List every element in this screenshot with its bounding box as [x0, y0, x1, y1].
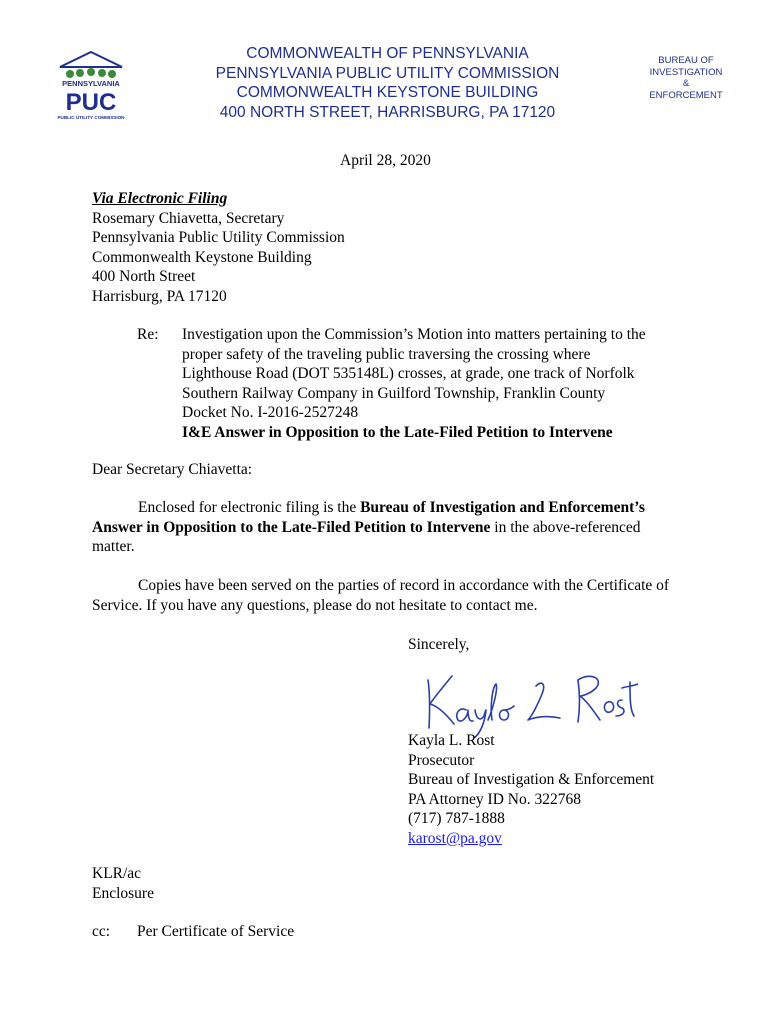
- closing: Sincerely,: [408, 636, 470, 653]
- delivery-method: Via Electronic Filing: [92, 190, 228, 207]
- paragraph-bold-text: Bureau of Investigation and Enforcement’s Answer in Opposition to the Late-Filed Petition to Intervene: [92, 499, 645, 536]
- letterhead-line: PENNSYLVANIA PUBLIC UTILITY COMMISSION: [215, 64, 560, 82]
- address-line: Rosemary Chiavetta, Secretary: [92, 209, 285, 227]
- paragraph-text: in the above-referenced matter.: [92, 518, 641, 555]
- letterhead-address: [190, 44, 585, 122]
- signature-block: [408, 731, 654, 848]
- re-line: Southern Railway Company in Guilford Township, Franklin County: [182, 384, 606, 402]
- bureau-line: &: [682, 78, 690, 90]
- cc-value: Per Certificate of Service: [137, 923, 295, 940]
- letter-date: April 28, 2020: [340, 152, 431, 169]
- puc-logo-icon: [56, 50, 126, 122]
- svg-text:PENNSYLVANIA: PENNSYLVANIA: [62, 79, 120, 88]
- docket-number: Docket No. I-2016-2527248: [182, 404, 359, 421]
- address-line: Harrisburg, PA 17120: [92, 287, 227, 305]
- cc-label: cc:: [92, 923, 111, 940]
- re-subject: [182, 325, 646, 442]
- signer-name: Kayla L. Rost: [408, 732, 495, 749]
- letterhead-line: 400 NORTH STREET, HARRISBURG, PA 17120: [219, 103, 556, 121]
- bureau-label: [632, 55, 740, 101]
- salutation: Dear Secretary Chiavetta:: [92, 461, 253, 478]
- svg-text:PUBLIC UTILITY COMMISSION: PUBLIC UTILITY COMMISSION: [57, 115, 125, 120]
- re-document-title: I&E Answer in Opposition to the Late-Filed Petition to Intervene: [182, 423, 613, 441]
- address-line: 400 North Street: [92, 268, 196, 285]
- letterhead-line: COMMONWEALTH KEYSTONE BUILDING: [236, 84, 539, 101]
- phone-number: (717) 787-1888: [408, 810, 505, 827]
- bureau-line: BUREAU OF: [658, 55, 714, 66]
- bureau-line: ENFORCEMENT: [649, 89, 723, 101]
- email-link[interactable]: karost@pa.gov: [408, 829, 502, 847]
- enclosure-note: Enclosure: [92, 884, 154, 902]
- re-line: Investigation upon the Commission’s Motion into matters pertaining to the: [182, 326, 646, 343]
- re-line: proper safety of the traveling public traversing the crossing where: [182, 345, 591, 363]
- letterhead-line: COMMONWEALTH OF PENNSYLVANIA: [246, 45, 529, 62]
- reference-initials: [92, 864, 154, 903]
- signer-bureau: Bureau of Investigation & Enforcement: [408, 771, 655, 788]
- recipient-address: [92, 189, 345, 306]
- address-line: Pennsylvania Public Utility Commission: [92, 229, 345, 246]
- body-paragraph-1: [92, 498, 682, 557]
- attorney-id: PA Attorney ID No. 322768: [408, 790, 581, 808]
- bureau-line: INVESTIGATION: [649, 66, 723, 78]
- body-paragraph-2: Copies have been served on the parties of record in accordance with the Certificate of Service. If you have any questions, please do not hesitate to contact me.: [92, 577, 670, 614]
- handwritten-signature: [418, 658, 638, 738]
- svg-text:PUC: PUC: [65, 89, 117, 116]
- paragraph-text: Enclosed for electronic filing is the: [138, 499, 361, 516]
- signer-title: Prosecutor: [408, 751, 475, 769]
- initials-text: KLR/ac: [92, 865, 142, 882]
- address-line: Commonwealth Keystone Building: [92, 248, 312, 266]
- re-line: Lighthouse Road (DOT 535148L) crosses, at grade, one track of Norfolk: [182, 365, 635, 382]
- re-label: Re:: [137, 326, 159, 343]
